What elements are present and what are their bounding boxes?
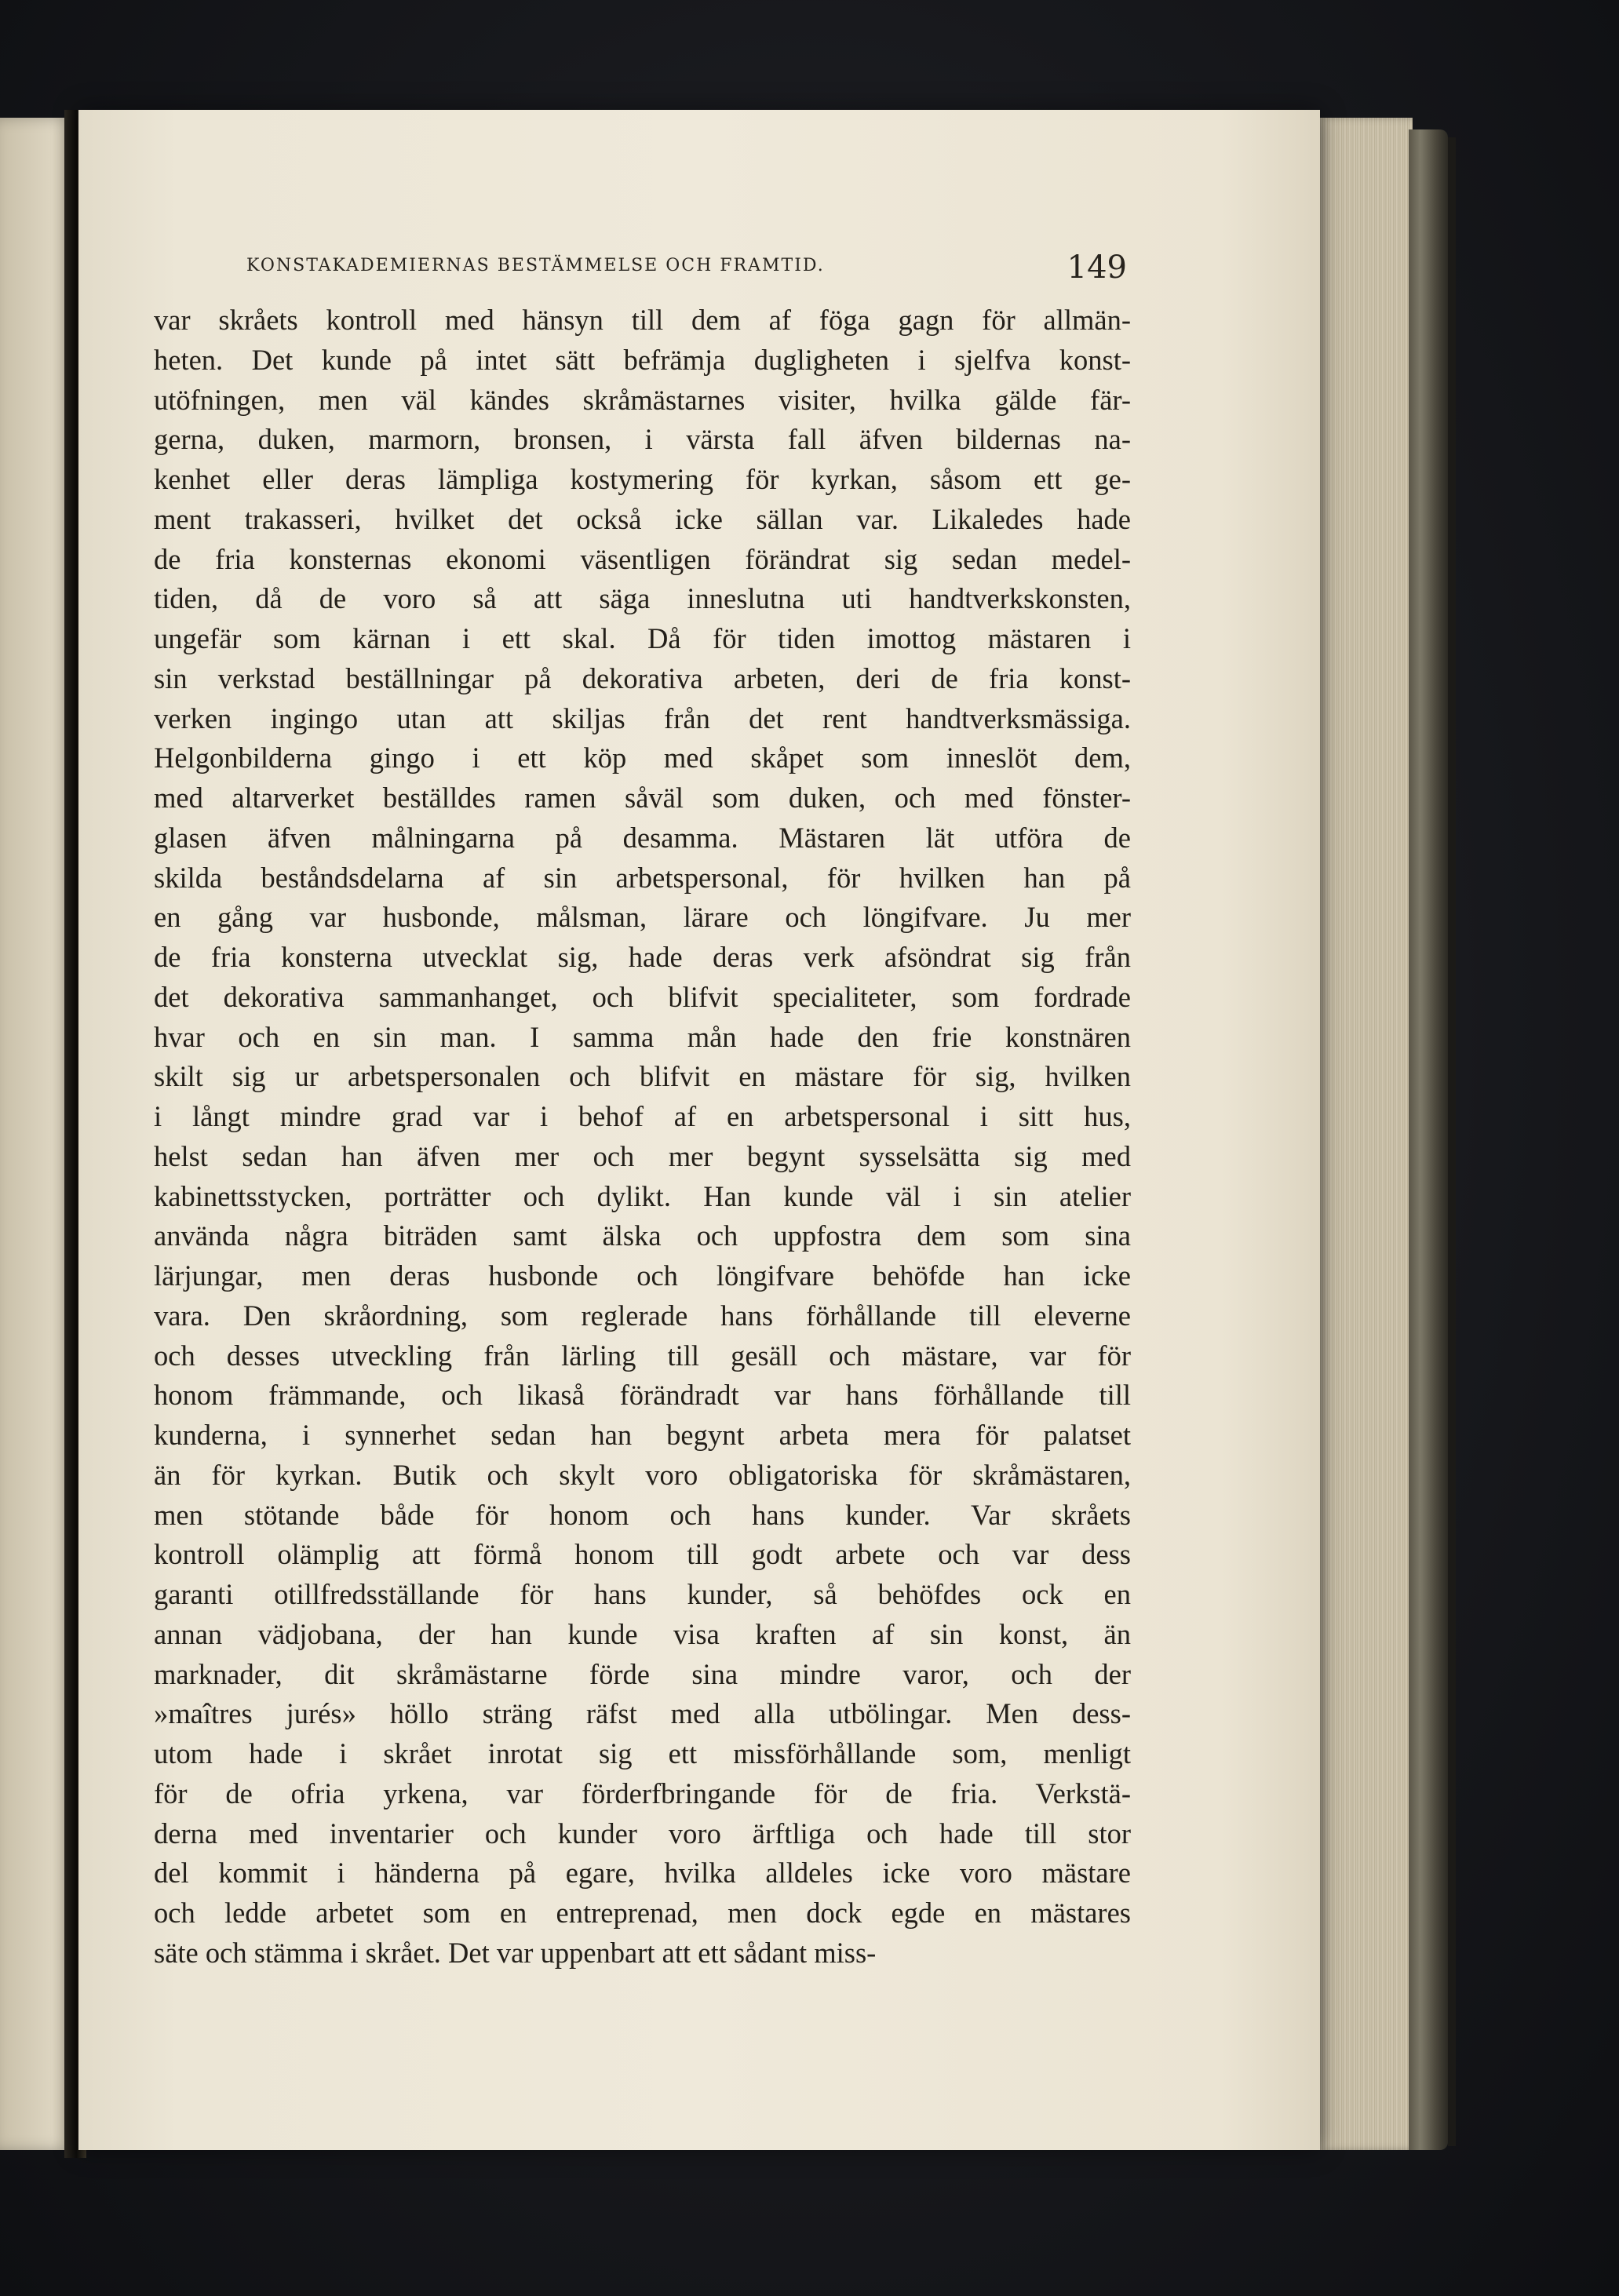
text-line: skilt sig ur arbetspersonalen och blifvit en mästare för sig, hvilken	[154, 1060, 1131, 1093]
page-number: 149	[1067, 250, 1127, 286]
text-line: del kommit i händerna på egare, hvilka alldeles icke voro mästare	[154, 1857, 1131, 1890]
text-line: ungefär som kärnan i ett skal. Då för tiden imottog mästaren i	[154, 622, 1131, 654]
page-edges	[1318, 118, 1413, 2150]
running-head: KONSTAKADEMIERNAS BESTÄMMELSE OCH FRAMTID.	[246, 256, 825, 275]
book-cover	[1409, 129, 1448, 2150]
cover-edge	[1448, 137, 1456, 2146]
text-line: lärjungar, men deras husbonde och löngifvare behöfde han icke	[154, 1259, 1131, 1292]
text-line: de fria konsterna utvecklat sig, hade deras verk afsöndrat sig från	[154, 941, 1131, 973]
text-line: utöfningen, men väl kändes skråmästarnes visiter, hvilka gälde fär-	[154, 383, 1131, 416]
text-line: gerna, duken, marmorn, bronsen, i värsta fall äfven bildernas na-	[154, 423, 1131, 456]
text-line: men stötande både för honom och hans kunder. Var skråets	[154, 1498, 1131, 1531]
text-line: kontroll olämplig att förmå honom till godt arbete och var dess	[154, 1538, 1131, 1571]
text-line: honom främmande, och likaså förändradt var hans förhållande till	[154, 1379, 1131, 1412]
text-line: verken ingingo utan att skiljas från det rent handtverksmässiga.	[154, 702, 1131, 734]
text-line: använda några biträden samt älska och uppfostra dem som sina	[154, 1219, 1131, 1252]
text-line: med altarverket beställdes ramen såväl som duken, och med fönster-	[154, 782, 1131, 814]
text-line: glasen äfven målningarna på desamma. Mästaren lät utföra de	[154, 821, 1131, 854]
text-line: derna med inventarier och kunder voro ärftliga och hade till stor	[154, 1817, 1131, 1850]
text-line: garanti otillfredsställande för hans kunder, så behöfdes ock en	[154, 1578, 1131, 1610]
body-text	[154, 301, 1131, 1973]
text-line: kabinettsstycken, porträtter och dylikt. Han kunde väl i sin atelier	[154, 1179, 1131, 1212]
text-line: »maîtres jurés» höllo sträng räfst med alla utbölingar. Men dess-	[154, 1697, 1131, 1730]
text-line: en gång var husbonde, målsman, lärare och löngifvare. Ju mer	[154, 901, 1131, 934]
text-line: ment trakasseri, hvilket det också icke sällan var. Likaledes hade	[154, 502, 1131, 535]
text-line: kunderna, i synnerhet sedan han begynt arbeta mera för palatset	[154, 1419, 1131, 1451]
page-header	[171, 250, 1127, 289]
text-line: utom hade i skrået inrotat sig ett missförhållande som, menligt	[154, 1737, 1131, 1769]
text-line: var skråets kontroll med hänsyn till dem af föga gagn för allmän-	[154, 304, 1131, 336]
text-line: än för kyrkan. Butik och skylt voro obligatoriska för skråmästaren,	[154, 1458, 1131, 1491]
text-line: vara. Den skråordning, som reglerade hans förhållande till eleverne	[154, 1299, 1131, 1332]
text-line: sin verkstad beställningar på dekorativa arbeten, deri de fria konst-	[154, 661, 1131, 694]
text-line: helst sedan han äfven mer och mer begynt sysselsätta sig med	[154, 1139, 1131, 1172]
text-line: annan vädjobana, der han kunde visa kraften af sin konst, än	[154, 1617, 1131, 1650]
text-line: tiden, då de voro så att säga inneslutna uti handtverkskonsten,	[154, 582, 1131, 615]
text-line: skilda beståndsdelarna af sin arbetspersonal, för hvilken han på	[154, 861, 1131, 894]
facing-page-edge	[0, 118, 75, 2150]
text-line: och ledde arbetet som en entreprenad, men dock egde en mästares	[154, 1897, 1131, 1929]
text-line: det dekorativa sammanhanget, och blifvit specialiteter, som fordrade	[154, 980, 1131, 1013]
text-line: marknader, dit skråmästarne förde sina mindre varor, och der	[154, 1657, 1131, 1690]
text-line: för de ofria yrkena, var förderfbringande för de fria. Verkstä-	[154, 1777, 1131, 1809]
text-line: Helgonbilderna gingo i ett köp med skåpet som inneslöt dem,	[154, 742, 1131, 774]
text-line: kenhet eller deras lämpliga kostymering för kyrkan, såsom ett ge-	[154, 463, 1131, 495]
text-line: de fria konsternas ekonomi väsentligen förändrat sig sedan medel-	[154, 542, 1131, 575]
text-line: i långt mindre grad var i behof af en arbetspersonal i sitt hus,	[154, 1100, 1131, 1132]
text-line: säte och stämma i skrået. Det var uppenbart att ett sådant miss-	[154, 1936, 877, 1969]
text-line: hvar och en sin man. I samma mån hade den frie konstnären	[154, 1020, 1131, 1053]
text-line: heten. Det kunde på intet sätt befrämja dugligheten i sjelfva konst-	[154, 343, 1131, 376]
text-line: och desses utveckling från lärling till gesäll och mästare, var för	[154, 1339, 1131, 1372]
